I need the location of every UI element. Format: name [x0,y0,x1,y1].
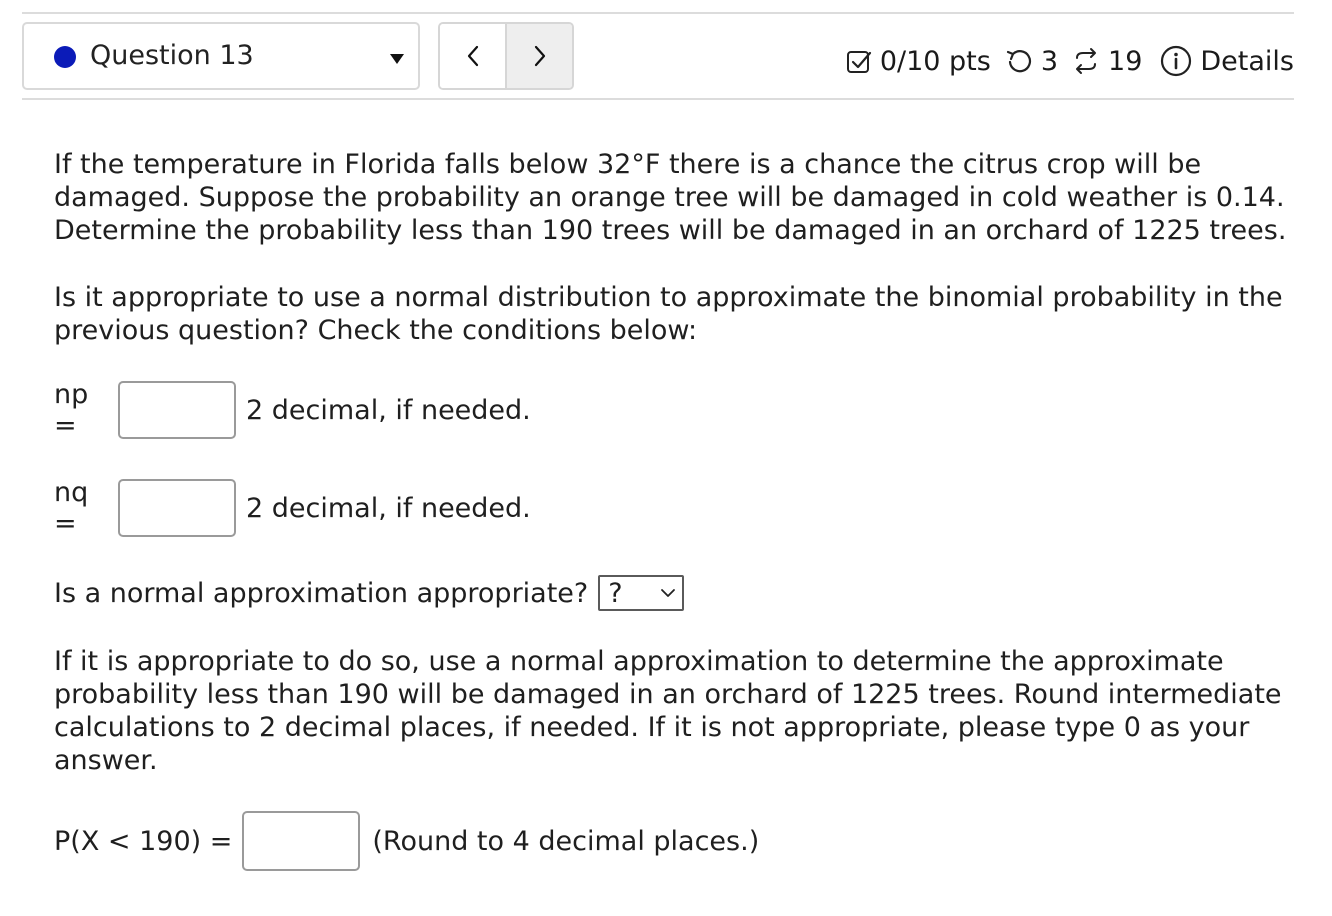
question-nav [438,22,574,90]
header-bottom-divider [22,98,1294,100]
submissions-status [1072,46,1142,77]
undo-icon [1005,47,1033,75]
probability-label: P(X < 190) = [54,825,233,857]
question-selector[interactable] [22,22,420,90]
problem-statement: If the temperature in Florida falls below 32°F there is a chance the citrus crop will be damaged. Suppose the probability an orange tree will be damaged in cold weather is 0.14. Determine the probability less than 190 trees will be damaged in an orchard of 1225 trees. [54,149,1287,246]
appropriateness-question: Is a normal approximation appropriate? [54,577,589,609]
nq-label: nq = [54,477,89,539]
next-question-button[interactable] [507,24,572,88]
probability-hint: (Round to 4 decimal places.) [372,825,760,857]
chevron-left-icon [466,45,480,67]
header-top-divider [22,12,1294,14]
details-label: Details [1200,45,1294,77]
previous-question-button[interactable] [440,24,507,88]
retries-status [1005,46,1058,77]
question-selector-label: Question 13 [90,40,254,71]
np-input[interactable] [118,381,236,439]
probability-row [54,811,759,871]
caret-down-icon [390,54,404,64]
probability-input[interactable] [242,811,360,871]
conditions-prompt: Is it appropriate to use a normal distribution to approximate the binomial probability in the previous question? Check the conditions below: [54,282,1283,346]
appropriateness-dropdown[interactable] [598,575,684,611]
chevron-down-icon [660,588,676,598]
np-label: np = [54,379,89,441]
approximation-instructions: If it is appropriate to do so, use a normal approximation to determine the approximate probability less than 190 will be damaged in an orchard of 1225 trees. Round intermediate calculations to 2 decimal places, if needed. If it is not appropriate, please type 0 as your answer. [54,646,1282,776]
nq-input[interactable] [118,479,236,537]
retries-count: 3 [1040,45,1059,77]
np-row [54,381,531,439]
points-text: 0/10 pts [879,45,991,77]
appropriateness-selected: ? [608,577,623,609]
appropriateness-row [54,574,684,612]
question-status-dot [54,46,76,68]
info-icon [1160,45,1192,77]
question-status-bar [846,38,1294,84]
submissions-count: 19 [1108,45,1143,77]
nq-hint: 2 decimal, if needed. [246,492,531,524]
points-status [846,46,991,77]
details-button[interactable] [1160,45,1294,77]
np-hint: 2 decimal, if needed. [246,394,531,426]
retry-icon [1072,47,1100,75]
nq-row [54,479,531,537]
chevron-right-icon [533,45,547,67]
checkbox-icon [846,48,872,74]
